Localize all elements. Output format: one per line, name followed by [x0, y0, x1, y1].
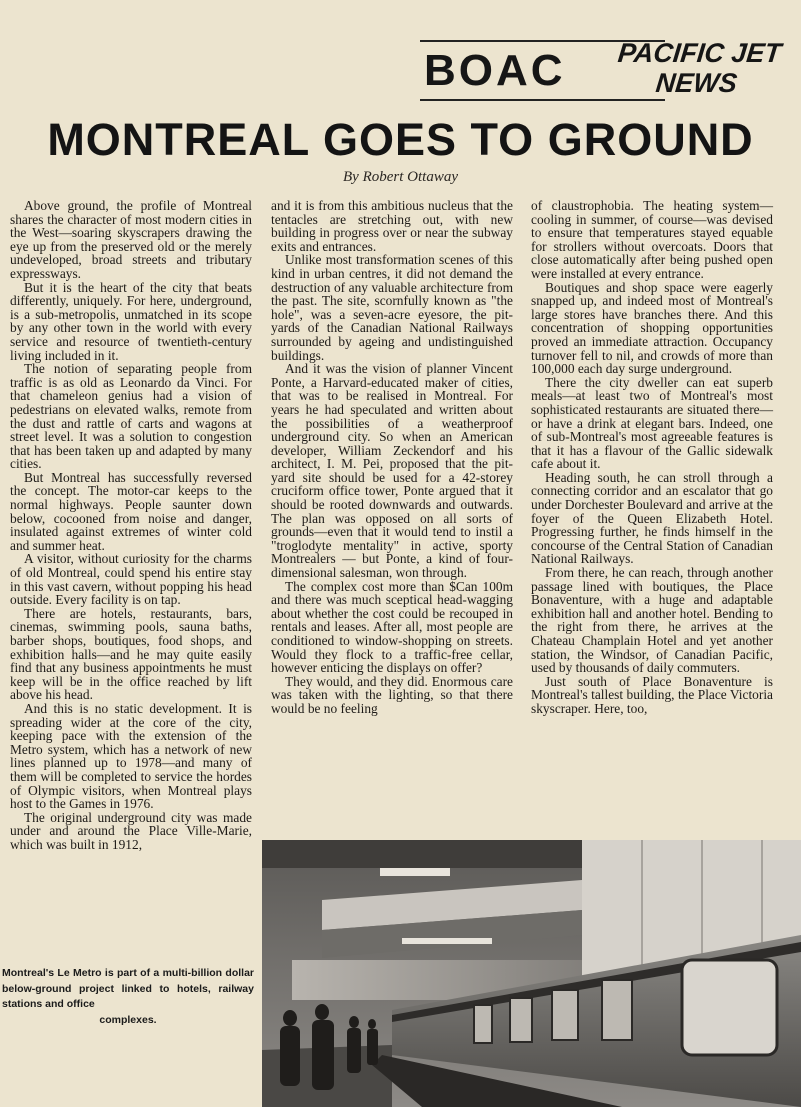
- article-column-2: [271, 199, 513, 824]
- paragraph: And this is no static development. It is spreading wider at the core of the city, keeping pace with the extension of the Metro system, which has a network of new lines planned up to 1978—and many of them will be completed to service the hordes of Olympic visitors, when Montreal plays host to the Games in 1976.: [10, 700, 252, 812]
- article-byline: By Robert Ottaway: [343, 169, 458, 185]
- paragraph: And it was the vision of planner Vincent Ponte, a Harvard-educated maker of cities, that was to be realised in Montreal. For years he had speculated and written about the possibilities of a weatherproof underground city. So when an American developer, William Zeckendorf and his architect, I. M. Pei, proposed that the pit-yard site should be used for a 42-storey cruciform office tower, Ponte argued that it should be rooted downwards and outwards. The plan was opposed on all sorts of grounds—even that it would tend to instil a "troglodyte mentality" in active, sporty Montrealers — but Ponte, a kind of four-dimensional salesman, won through.: [271, 361, 513, 581]
- article-title: MONTREAL GOES TO GROUND: [47, 114, 754, 165]
- train-window: [552, 990, 578, 1040]
- ceiling-light: [380, 868, 450, 876]
- paragraph: The complex cost more than $Can 100m and there was much sceptical head-wagging about whether the cost could be recouped in rentals and leases. After all, most people are conditioned to window-shopping on streets. Would they flock to a traffic-free cellar, however enticing the displays on offer?: [271, 578, 513, 676]
- masthead-section-line2: NEWS: [654, 68, 739, 98]
- ceiling: [262, 840, 602, 868]
- caption-text-end: complexes.: [99, 1013, 157, 1026]
- masthead-brand: BOAC: [424, 46, 566, 95]
- masthead: [420, 38, 783, 104]
- paragraph: of claustrophobia. The heating system—cooling in summer, of course—was devised to ensure that temperatures stayed equable for strollers without overcoats. Doors that close automatically after being pushed open were installed at every entrance.: [531, 198, 773, 281]
- train-window: [602, 980, 632, 1040]
- paragraph: Unlike most transformation scenes of this kind in urban centres, it did not demand the destruction of any valuable architecture from the past. The site, scornfully known as "the hole", was a seven-acre eyesore, the pit-yards of the Canadian National Railways surrounded by ageing and undistinguished buildings.: [271, 252, 513, 363]
- paragraph: From there, he can reach, through another passage lined with boutiques, the Place Bonaventure, with a huge and adaptable exhibition hall and another hotel. Bending to the right from there, he arrives at the Chateau Champlain Hotel and yet another station, the Windsor, of Canadian Pacific, used by thousands of daily commuters.: [531, 565, 773, 676]
- masthead-section: [613, 38, 783, 98]
- station-sign: [402, 938, 492, 944]
- paragraph: A visitor, without curiosity for the charms of old Montreal, could spend his entire stay in this vast cavern, without popping his head outside. Every facility is on tap.: [10, 551, 252, 608]
- metro-station-photo: [262, 840, 801, 1107]
- masthead-section-line1: PACIFIC JET: [616, 38, 783, 68]
- train-window: [510, 998, 532, 1042]
- article-column-3: [531, 199, 773, 824]
- paragraph: There the city dweller can eat superb meals—at least two of Montreal's most sophisticated restaurants are situated there—or have a drink at elegant bars. Indeed, one of sub-Montreal's most agreeable features is that it has a flavour of the Gallic sidewalk cafe about it.: [531, 374, 773, 472]
- paragraph: and it is from this ambitious nucleus that the tentacles are stretching out, with new building in progress over or near the subway exits and entrances.: [271, 198, 513, 254]
- paragraph: Above ground, the profile of Montreal shares the character of most modern cities in the West—soaring skyscrapers drawing the eye up from the preserved old or the merely undeveloped, broad streets and tributary expressways.: [10, 198, 252, 281]
- article-column-1: [10, 199, 252, 955]
- caption-text: Montreal's Le Metro is part of a multi-billion dollar below-ground project linked to hotels, railway stations and office: [2, 967, 254, 1010]
- metro-photo-illustration: [262, 840, 801, 1107]
- train-front-window: [682, 960, 777, 1055]
- paragraph: But Montreal has successfully reversed the concept. The motor-car keeps to the normal highways. People saunter down below, cocooned from noise and danger, insulated against extremes of winter cold and summer heat.: [10, 469, 252, 553]
- paragraph: But it is the heart of the city that beats differently, uniquely. For here, underground, is a sub-metropolis, unmatched in its scope by any other town in the world with every service and resource of twentieth-century living included in it.: [10, 279, 252, 363]
- paragraph: They would, and they did. Enormous care was taken with the lighting, so that there would be no feeling: [271, 673, 513, 716]
- paragraph: Just south of Place Bonaventure is Montreal's tallest building, the Place Victoria skyscraper. Here, too,: [531, 673, 773, 716]
- train-window: [474, 1005, 492, 1043]
- paragraph: The notion of separating people from traffic is as old as Leonardo da Vinci. For that chameleon genius had a vision of pedestrians on elevated walks, remote from the dust and rattle of carts and wagons at street level. It was a solution to congestion that has been taken up and adapted by many cities.: [10, 361, 252, 472]
- masthead-rule-bottom: [420, 99, 665, 101]
- paragraph: There are hotels, restaurants, bars, cinemas, swimming pools, sauna baths, barber shops, boutiques, food shops, and exhibition halls—and he may quite easily find that any business appointments he must keep will be in the office reached by lift above his head.: [10, 605, 252, 703]
- paragraph: The original underground city was made under and around the Place Ville-Marie, which was built in 1912,: [10, 809, 252, 852]
- paragraph: Boutiques and shop space were eagerly snapped up, and indeed most of Montreal's large stores have branches there. And this concentration of shopping opportunities proved an immediate attraction. Occupancy turnover fell to nil, and crowds of more than 100,000 each day surge underground.: [531, 279, 773, 377]
- paragraph: Heading south, he can stroll through a connecting corridor and an escalator that go under Dorchester Boulevard and arrive at the foyer of the Queen Elizabeth Hotel. Progressing further, he finds himself in the concourse of the Central Station of Canadian National Railways.: [531, 469, 773, 567]
- photo-caption: [2, 966, 254, 1028]
